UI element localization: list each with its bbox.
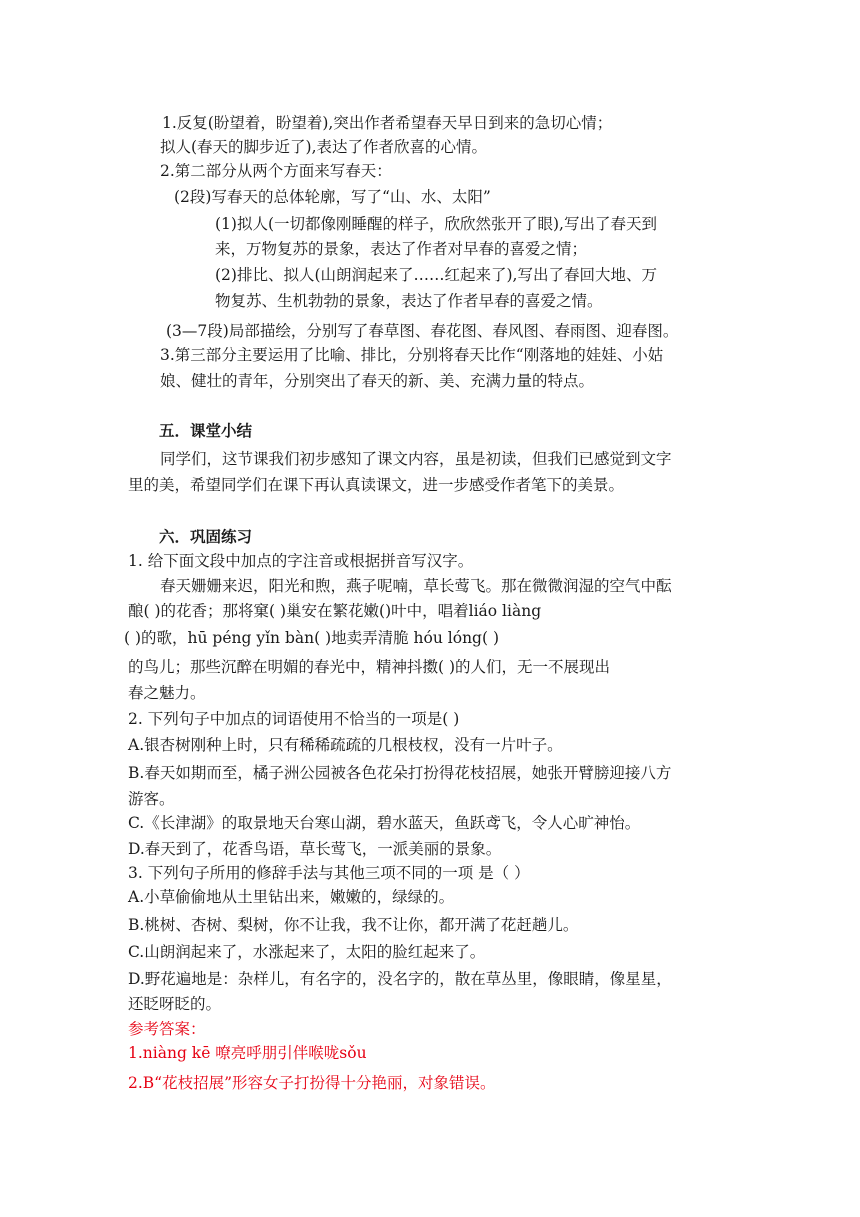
question-2-option-b-line-1: B.春天如期而至，橘子洲公园被各色花朵打扮得花枝招展，她张开臂膀迎接八方	[128, 764, 672, 782]
analysis-line-3: 2.第二部分从两个方面来写春天：	[160, 162, 392, 180]
question-2-option-c: C.《长津湖》的取景地天台寒山湖，碧水蓝天，鱼跃鸢飞，令人心旷神怡。	[128, 814, 641, 832]
question-3-option-a: A.小草偷偷地从土里钻出来，嫩嫩的，绿绿的。	[128, 888, 455, 906]
question-2-option-d: D.春天到了，花香鸟语，草长莺飞，一派美丽的景象。	[128, 840, 502, 858]
analysis-line-10: 3.第三部分主要运用了比喻、排比，分别将春天比作“刚落地的娃娃、小姑	[160, 346, 664, 364]
question-1-passage-line-5: 春之魅力。	[128, 684, 206, 702]
question-3-option-d-line-1: D.野花遍地是：杂样儿，有名字的，没名字的，散在草丛里，像眼睛，像星星，	[128, 970, 672, 988]
practice-heading: 六．巩固练习	[159, 527, 253, 546]
answer-1: 1.niàng kē 嘹亮呼朋引伴喉咙sǒu	[128, 1044, 367, 1062]
question-1-passage-line-2: 酿( )的花香；那将窠( )巢安在繁花嫩()叶中，唱着liáo liàng	[128, 602, 542, 620]
question-3-option-d-line-2: 还眨呀眨的。	[128, 995, 222, 1013]
question-2-option-a: A.银杏树刚种上时，只有稀稀疏疏的几根枝杈，没有一片叶子。	[128, 736, 563, 754]
question-2-prompt: 2. 下列句子中加点的词语使用不恰当的一项是( )	[128, 710, 460, 728]
summary-para-line-2: 里的美，希望同学们在课下再认真读课文，进一步感受作者笔下的美景。	[128, 476, 625, 494]
question-3-prompt: 3. 下列句子所用的修辞手法与其他三项不同的一项 是（ ）	[128, 864, 530, 882]
analysis-line-9: (3—7段)局部描绘，分别写了春草图、春花图、春风图、春雨图、迎春图。	[166, 322, 679, 340]
analysis-line-4: (2段)写春天的总体轮廓，写了“山、水、太阳”	[174, 188, 491, 206]
question-1-passage-line-4: 的鸟儿；那些沉醉在明媚的春光中，精神抖擞( )的人们，无一不展现出	[128, 658, 611, 676]
question-3-option-c: C.山朗润起来了，水涨起来了，太阳的脸红起来了。	[128, 943, 486, 961]
analysis-line-2: 拟人(春天的脚步近了),表达了作者欣喜的心情。	[160, 138, 488, 156]
answers-label: 参考答案：	[128, 1020, 206, 1038]
analysis-line-7: (2)排比、拟人(山朗润起来了……红起来了),写出了春回大地、万	[215, 266, 657, 284]
analysis-line-8: 物复苏、生机勃勃的景象，表达了作者早春的喜爱之情。	[215, 292, 603, 310]
analysis-line-5: (1)拟人(一切都像刚睡醒的样子，欣欣然张开了眼),写出了春天到	[215, 215, 657, 233]
question-1-passage-line-3: ( )的歌，hū péng yǐn bàn( )地卖弄清脆 hóu lóng( )	[124, 629, 499, 647]
analysis-line-6: 来，万物复苏的景象，表达了作者对早春的喜爱之情；	[215, 240, 588, 258]
answer-2: 2.B“花枝招展”形容女子打扮得十分艳丽，对象错误。	[128, 1074, 496, 1092]
question-1-passage-line-1: 春天姗姗来迟，阳光和煦，燕子呢喃，草长莺飞。那在微微润湿的空气中酝	[160, 577, 672, 595]
question-3-option-b: B.桃树、杏树、梨树，你不让我，我不让你，都开满了花赶趟儿。	[128, 916, 579, 934]
summary-heading: 五．课堂小结	[159, 421, 253, 440]
analysis-line-11: 娘、健壮的青年，分别突出了春天的新、美、充满力量的特点。	[160, 372, 595, 390]
analysis-line-1: 1.反复(盼望着，盼望着),突出作者希望春天早日到来的急切心情；	[162, 114, 613, 132]
question-2-option-b-line-2: 游客。	[128, 790, 175, 808]
question-1-prompt: 1. 给下面文段中加点的字注音或根据拼音写汉字。	[128, 552, 474, 570]
summary-para-line-1: 同学们，这节课我们初步感知了课文内容，虽是初读，但我们已感觉到文字	[160, 450, 672, 468]
